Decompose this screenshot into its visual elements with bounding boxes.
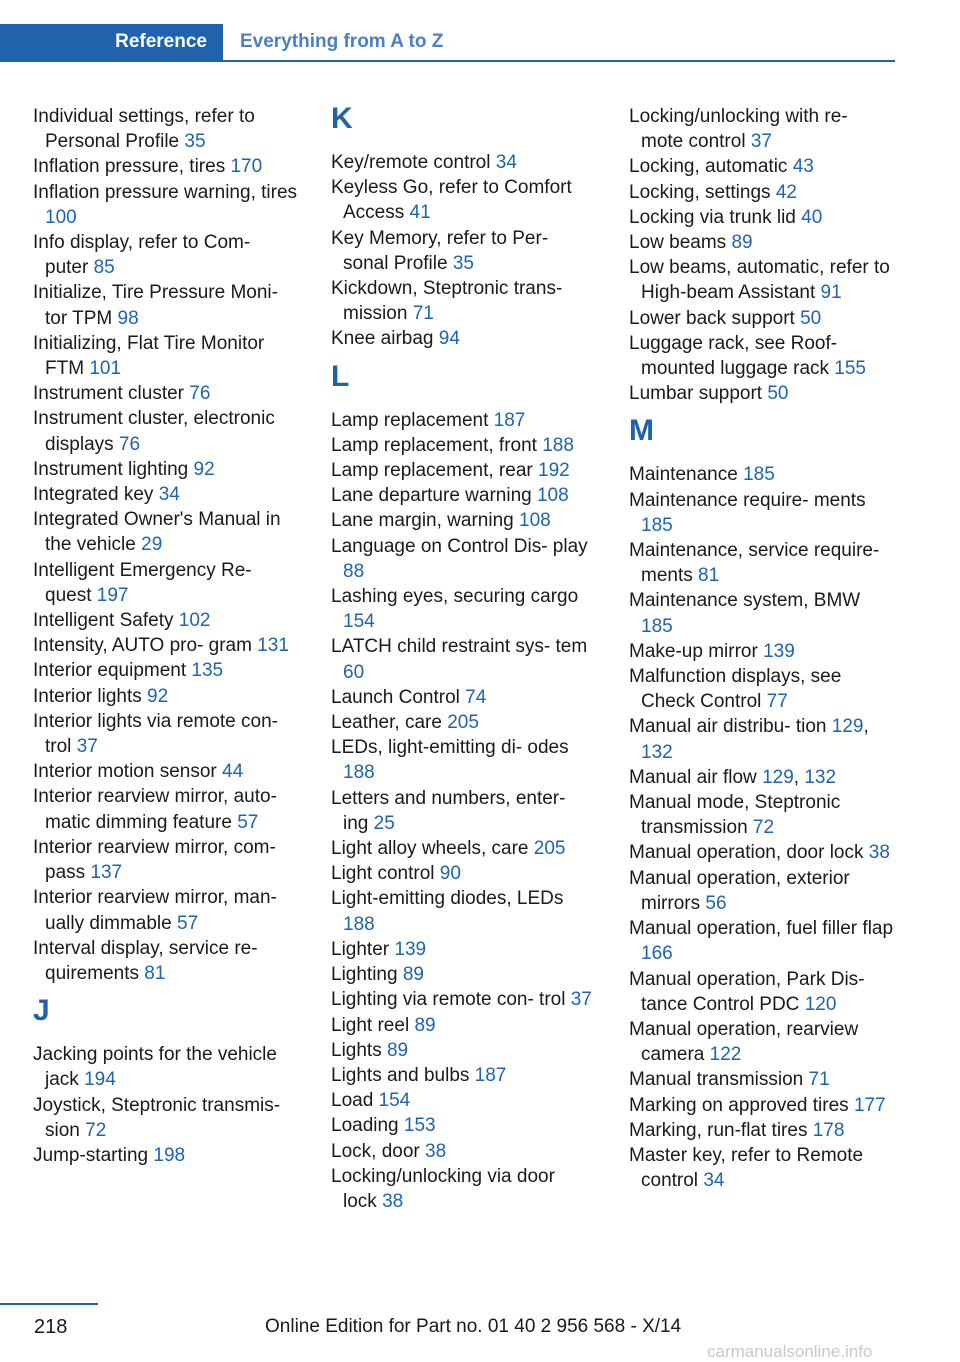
page-link[interactable]: 102 bbox=[178, 610, 211, 632]
index-entry bbox=[331, 786, 593, 836]
page-link[interactable]: 34 bbox=[703, 1170, 725, 1192]
index-entry bbox=[629, 967, 895, 1017]
index-entry bbox=[33, 180, 297, 230]
index-entry bbox=[33, 331, 297, 381]
index-entry bbox=[629, 205, 895, 230]
index-entry bbox=[33, 104, 297, 154]
index-term: Lock, door bbox=[331, 1140, 425, 1162]
page-header bbox=[0, 24, 895, 62]
watermark: carmanualsonline.info bbox=[707, 1342, 873, 1361]
index-entry bbox=[331, 408, 593, 433]
index-entry bbox=[33, 280, 297, 330]
index-term: Maintenance, service require- ments bbox=[629, 540, 880, 587]
index-entry bbox=[629, 1017, 895, 1067]
edition-note: Online Edition for Part no. 01 40 2 956 568 - X/14 bbox=[265, 1316, 682, 1337]
index-entry bbox=[629, 180, 895, 205]
page-link[interactable]: 50 bbox=[800, 307, 822, 329]
page-link[interactable]: 25 bbox=[373, 812, 395, 834]
section-letter: J bbox=[33, 994, 50, 1028]
index-term: Letters and numbers, enter- ing bbox=[331, 787, 566, 834]
page-link[interactable]: 88 bbox=[343, 560, 365, 582]
index-entry bbox=[331, 710, 593, 735]
index-term: Manual operation, rearview camera bbox=[629, 1018, 859, 1066]
index-term: Make-up mirror bbox=[629, 640, 764, 662]
index-term: Lashing eyes, securing cargo bbox=[331, 586, 579, 608]
page-link[interactable]: 38 bbox=[382, 1190, 404, 1212]
index-entry bbox=[331, 433, 593, 458]
page-link[interactable]: 122 bbox=[709, 1044, 742, 1066]
page-link[interactable]: 50 bbox=[767, 383, 789, 405]
page-link[interactable]: 139 bbox=[394, 938, 427, 960]
index-entry bbox=[33, 658, 297, 683]
index-entry bbox=[629, 840, 895, 865]
index-entry bbox=[331, 175, 593, 225]
index-entry bbox=[331, 886, 593, 936]
page-link[interactable]: 194 bbox=[84, 1069, 116, 1091]
index-term: Locking/unlocking with re- mote control bbox=[629, 106, 848, 153]
page-link[interactable]: 42 bbox=[775, 181, 797, 203]
index-term: Lane margin, warning bbox=[331, 510, 519, 532]
index-entry bbox=[331, 458, 593, 483]
page-link[interactable]: 137 bbox=[90, 862, 123, 884]
index-entry bbox=[33, 885, 297, 935]
page-link[interactable]: 94 bbox=[438, 328, 460, 350]
index-term: Jacking points for the vehicle jack bbox=[33, 1044, 277, 1091]
page-link[interactable]: 155 bbox=[834, 358, 866, 380]
page-link[interactable]: 185 bbox=[743, 464, 775, 486]
index-entry bbox=[629, 916, 895, 966]
index-term: Manual transmission bbox=[629, 1069, 809, 1091]
index-entry bbox=[33, 457, 297, 482]
index-entry bbox=[33, 608, 297, 633]
index-entry bbox=[33, 709, 297, 759]
index-term: Locking via trunk lid bbox=[629, 206, 802, 228]
index-term: Low beams bbox=[629, 232, 732, 254]
index-term: Light alloy wheels, care bbox=[331, 838, 534, 860]
page-link[interactable]: 56 bbox=[705, 892, 727, 914]
page-link[interactable]: 90 bbox=[439, 863, 461, 885]
index-entry bbox=[331, 861, 593, 886]
page-link[interactable]: 74 bbox=[465, 686, 487, 708]
index-entry bbox=[629, 381, 895, 406]
index-entry bbox=[331, 534, 593, 584]
page-link[interactable]: 38 bbox=[425, 1140, 447, 1162]
index-entry bbox=[629, 790, 895, 840]
index-term: Maintenance system, BMW bbox=[629, 590, 861, 612]
index-entry bbox=[33, 684, 297, 709]
index-entry bbox=[33, 1143, 297, 1168]
page-link[interactable]: 154 bbox=[378, 1090, 411, 1112]
index-entry bbox=[629, 1093, 895, 1118]
index-column-1 bbox=[33, 104, 297, 1168]
page-link[interactable]: 92 bbox=[147, 685, 169, 707]
index-term: Kickdown, Steptronic trans- mission bbox=[331, 278, 563, 325]
index-term: Low beams, automatic, refer to High-beam Assistant bbox=[629, 257, 890, 304]
page-link[interactable]: 192 bbox=[538, 460, 570, 482]
index-term: Instrument cluster, electronic displays bbox=[33, 408, 275, 455]
index-term: Joystick, Steptronic transmis- sion bbox=[33, 1094, 281, 1141]
index-entry bbox=[629, 714, 895, 764]
page-link[interactable]: 108 bbox=[519, 510, 551, 532]
index-entry bbox=[331, 1088, 593, 1113]
page-link[interactable]: 76 bbox=[189, 383, 211, 405]
page-link[interactable]: 72 bbox=[752, 817, 775, 839]
index-term: Launch Control bbox=[331, 686, 466, 708]
page-link[interactable]: 29 bbox=[141, 534, 163, 556]
page-link[interactable]: 91 bbox=[820, 282, 842, 304]
index-term: Manual air distribu- tion bbox=[629, 716, 832, 738]
page-link[interactable]: 187 bbox=[474, 1064, 507, 1086]
page-link[interactable]: 205 bbox=[533, 838, 566, 860]
index-term: Key Memory, refer to Per- sonal Profile bbox=[331, 227, 549, 274]
index-entry bbox=[33, 230, 297, 280]
index-entry bbox=[629, 538, 895, 588]
index-entry bbox=[33, 406, 297, 456]
page-link[interactable]: 135 bbox=[191, 660, 224, 682]
index-term: Maintenance bbox=[629, 464, 744, 486]
page-link[interactable]: 132 bbox=[641, 741, 673, 763]
index-term: Inflation pressure warning, tires bbox=[33, 181, 298, 203]
page-link[interactable]: 108 bbox=[536, 485, 569, 507]
index-entry bbox=[331, 1139, 593, 1164]
index-term: Lighter bbox=[331, 938, 395, 960]
index-term: Locking, settings bbox=[629, 181, 776, 203]
index-term: Interior rearview mirror, auto- matic dimming feature bbox=[33, 786, 277, 833]
index-entry bbox=[629, 306, 895, 331]
index-term: Intelligent Safety bbox=[33, 610, 179, 632]
index-entry bbox=[33, 759, 297, 784]
page-link[interactable]: 170 bbox=[230, 156, 263, 178]
page-link[interactable]: 185 bbox=[641, 514, 673, 536]
page-link[interactable]: 81 bbox=[698, 565, 720, 587]
index-entry bbox=[629, 1143, 895, 1193]
index-term: Manual operation, Park Dis- tance Control PDC bbox=[629, 968, 865, 1015]
page-link[interactable]: 166 bbox=[641, 943, 673, 965]
index-term: Lower back support bbox=[629, 307, 801, 329]
page-link[interactable]: 34 bbox=[495, 152, 517, 173]
index-entry bbox=[33, 507, 297, 557]
index-term: Locking, automatic bbox=[629, 156, 793, 178]
index-term: Lane departure warning bbox=[331, 485, 537, 507]
index-entry bbox=[629, 639, 895, 664]
page-link[interactable]: 89 bbox=[386, 1039, 409, 1061]
page-link[interactable]: 100 bbox=[45, 206, 77, 228]
index-term: Interior equipment bbox=[33, 660, 192, 682]
index-entry bbox=[629, 104, 895, 154]
index-term: Maintenance require- ments bbox=[629, 489, 866, 511]
index-term: Lights bbox=[331, 1039, 387, 1061]
index-entry bbox=[629, 154, 895, 179]
page-separator: , bbox=[793, 766, 805, 788]
index-term: Instrument lighting bbox=[33, 458, 194, 480]
index-term: Individual settings, refer to Personal Profile bbox=[33, 106, 255, 153]
index-term: Leather, care bbox=[331, 712, 448, 734]
index-term: Lights and bulbs bbox=[331, 1064, 475, 1086]
index-term: Intensity, AUTO pro- gram bbox=[33, 635, 258, 657]
index-entry bbox=[331, 1113, 593, 1138]
page-link[interactable]: 188 bbox=[343, 762, 375, 784]
page-link[interactable]: 85 bbox=[93, 257, 115, 279]
index-term: Light-emitting diodes, LEDs bbox=[331, 888, 564, 910]
index-term: Info display, refer to Com- puter bbox=[33, 232, 251, 279]
index-entry bbox=[331, 1164, 593, 1214]
page-link[interactable]: 72 bbox=[85, 1119, 107, 1141]
index-entry bbox=[629, 588, 895, 638]
page-link[interactable]: 205 bbox=[447, 712, 479, 734]
page-link[interactable]: 131 bbox=[257, 635, 289, 657]
page-link[interactable]: 89 bbox=[402, 964, 424, 986]
index-term: Load bbox=[331, 1090, 379, 1112]
index-term: Locking/unlocking via door lock bbox=[331, 1165, 555, 1212]
page-link[interactable]: 197 bbox=[96, 584, 129, 606]
index-entry bbox=[629, 331, 895, 381]
page-link[interactable]: 187 bbox=[493, 409, 526, 431]
index-term: Interior rearview mirror, man- ually dimmable bbox=[33, 887, 277, 934]
index-term: Loading bbox=[331, 1115, 404, 1137]
index-entry bbox=[629, 866, 895, 916]
index-term: Lighting bbox=[331, 964, 403, 986]
index-entry bbox=[331, 1038, 593, 1063]
index-entry bbox=[629, 462, 895, 487]
index-entry bbox=[629, 664, 895, 714]
index-term: Lamp replacement, front bbox=[331, 434, 543, 456]
index-term: Light reel bbox=[331, 1014, 415, 1036]
index-column-3 bbox=[629, 104, 895, 1193]
index-term: Interior rearview mirror, com- pass bbox=[33, 836, 276, 884]
page-link[interactable]: 76 bbox=[118, 433, 141, 455]
page-link[interactable]: 77 bbox=[766, 691, 788, 713]
index-entry bbox=[33, 1042, 297, 1092]
index-entry bbox=[629, 488, 895, 538]
index-term: Keyless Go, refer to Comfort Access bbox=[331, 177, 572, 224]
index-term: Interior lights via remote con- trol bbox=[33, 710, 278, 758]
page-link[interactable]: 198 bbox=[153, 1144, 186, 1166]
page-link[interactable]: 38 bbox=[868, 842, 890, 864]
index-term: Lamp replacement, rear bbox=[331, 460, 538, 482]
page-link[interactable]: 120 bbox=[804, 993, 837, 1015]
page-link[interactable]: 89 bbox=[731, 232, 753, 254]
index-entry bbox=[331, 634, 593, 684]
index-entry bbox=[331, 1013, 593, 1038]
index-entry bbox=[33, 482, 297, 507]
footer-rule bbox=[0, 1303, 98, 1305]
page-link[interactable]: 188 bbox=[542, 434, 574, 456]
header-section-title[interactable]: Everything from A to Z bbox=[240, 31, 444, 52]
index-column-2 bbox=[331, 104, 593, 1214]
section-letter: L bbox=[331, 359, 350, 393]
page-link[interactable]: 60 bbox=[343, 661, 365, 683]
index-entry bbox=[331, 483, 593, 508]
index-entry bbox=[33, 835, 297, 885]
page-number: 218 bbox=[34, 1316, 68, 1338]
index-term: Integrated Owner's Manual in the vehicle bbox=[33, 509, 281, 556]
page-link[interactable]: 34 bbox=[158, 484, 180, 506]
page-link[interactable]: 44 bbox=[222, 761, 244, 783]
index-term: Marking, run-flat tires bbox=[629, 1119, 813, 1141]
index-entry bbox=[331, 685, 593, 710]
index-term: Intelligent Emergency Re- quest bbox=[33, 559, 252, 606]
index-entry bbox=[331, 584, 593, 634]
index-entry bbox=[33, 1093, 297, 1143]
index-term: Manual mode, Steptronic transmission bbox=[629, 792, 841, 839]
index-entry bbox=[33, 558, 297, 608]
index-term: Lumbar support bbox=[629, 383, 768, 405]
page-link[interactable]: 101 bbox=[89, 358, 122, 380]
page-separator: , bbox=[863, 716, 869, 738]
index-entry bbox=[33, 633, 297, 658]
page-link[interactable]: 139 bbox=[763, 640, 795, 662]
page-link[interactable]: 177 bbox=[853, 1094, 886, 1116]
header-tab-reference[interactable]: Reference bbox=[0, 24, 223, 60]
page-link[interactable]: 37 bbox=[750, 131, 772, 153]
page-link[interactable]: 153 bbox=[403, 1115, 436, 1137]
index-entry bbox=[33, 154, 297, 179]
index-entry bbox=[331, 987, 593, 1012]
index-entry bbox=[331, 735, 593, 785]
index-term: Instrument cluster bbox=[33, 383, 190, 405]
page-link[interactable]: 37 bbox=[76, 736, 98, 758]
index-entry bbox=[331, 937, 593, 962]
index-entry bbox=[331, 326, 593, 351]
page-link[interactable]: 57 bbox=[237, 811, 259, 833]
index-term: Interior motion sensor bbox=[33, 761, 223, 783]
index-term: Initialize, Tire Pressure Moni- tor TPM bbox=[33, 282, 278, 329]
index-term: Jump-starting bbox=[33, 1144, 154, 1166]
index-term: Inflation pressure, tires bbox=[33, 156, 231, 178]
page-link[interactable]: 185 bbox=[641, 615, 673, 637]
index-entry bbox=[629, 1067, 895, 1092]
page-link[interactable]: 129 bbox=[762, 766, 794, 788]
index-entry bbox=[33, 784, 297, 834]
index-entry bbox=[629, 255, 895, 305]
page-link[interactable]: 129 bbox=[831, 716, 864, 738]
index-entry bbox=[629, 765, 895, 790]
page-link[interactable]: 43 bbox=[792, 156, 814, 178]
page-link[interactable]: 71 bbox=[412, 303, 434, 325]
index-term: Lamp replacement bbox=[331, 409, 494, 431]
page-link[interactable]: 89 bbox=[414, 1014, 436, 1036]
index-entry bbox=[331, 150, 593, 175]
index-term: Knee airbag bbox=[331, 328, 439, 350]
page-link[interactable]: 188 bbox=[343, 913, 375, 935]
index-term: Manual air flow bbox=[629, 766, 763, 788]
page-link[interactable]: 37 bbox=[570, 989, 592, 1011]
page-link[interactable]: 71 bbox=[808, 1069, 830, 1091]
page-link[interactable]: 35 bbox=[452, 252, 474, 274]
index-term: Interior lights bbox=[33, 685, 148, 707]
index-entry bbox=[331, 836, 593, 861]
section-letter: M bbox=[629, 414, 654, 448]
header-rule bbox=[0, 60, 895, 62]
page-link[interactable]: 132 bbox=[804, 766, 837, 788]
index-entry bbox=[33, 381, 297, 406]
index-entry bbox=[331, 962, 593, 987]
index-term: Malfunction displays, see Check Control bbox=[629, 666, 842, 713]
page-link[interactable]: 81 bbox=[144, 962, 166, 984]
index-entry bbox=[331, 1063, 593, 1088]
index-entry bbox=[629, 1118, 895, 1143]
index-term: Initializing, Flat Tire Monitor FTM bbox=[33, 332, 265, 380]
index-term: Marking on approved tires bbox=[629, 1094, 854, 1116]
index-term: Master key, refer to Remote control bbox=[629, 1144, 864, 1192]
index-term: Light control bbox=[331, 863, 440, 885]
index-term: LEDs, light-emitting di- odes bbox=[331, 737, 569, 759]
index-entry bbox=[331, 276, 593, 326]
page-link[interactable]: 178 bbox=[812, 1119, 845, 1141]
index-term: Lighting via remote con- trol bbox=[331, 989, 571, 1011]
index-entry bbox=[629, 230, 895, 255]
index-entry bbox=[33, 936, 297, 986]
index-term: Integrated key bbox=[33, 484, 159, 506]
index-term: Manual operation, fuel filler flap bbox=[629, 918, 894, 940]
index-term: LATCH child restraint sys- tem bbox=[331, 636, 588, 658]
page-link[interactable]: 92 bbox=[193, 458, 215, 480]
page-link[interactable]: 154 bbox=[343, 611, 375, 633]
index-term: Manual operation, door lock bbox=[629, 842, 869, 864]
index-term: Luggage rack, see Roof- mounted luggage rack bbox=[629, 332, 838, 380]
section-letter: K bbox=[331, 102, 353, 135]
page-link[interactable]: 41 bbox=[409, 202, 431, 224]
index-term: Key/remote control bbox=[331, 152, 496, 173]
index-term: Language on Control Dis- play bbox=[331, 535, 588, 557]
index-entry bbox=[331, 508, 593, 533]
page-link[interactable]: 98 bbox=[117, 307, 139, 329]
index-term: Manual operation, exterior mirrors bbox=[629, 867, 850, 914]
index-entry bbox=[331, 226, 593, 276]
index-term: Interval display, service re- quirements bbox=[33, 937, 258, 984]
page-link[interactable]: 35 bbox=[184, 131, 206, 153]
page-link[interactable]: 40 bbox=[801, 206, 823, 228]
page-link[interactable]: 57 bbox=[177, 912, 199, 934]
